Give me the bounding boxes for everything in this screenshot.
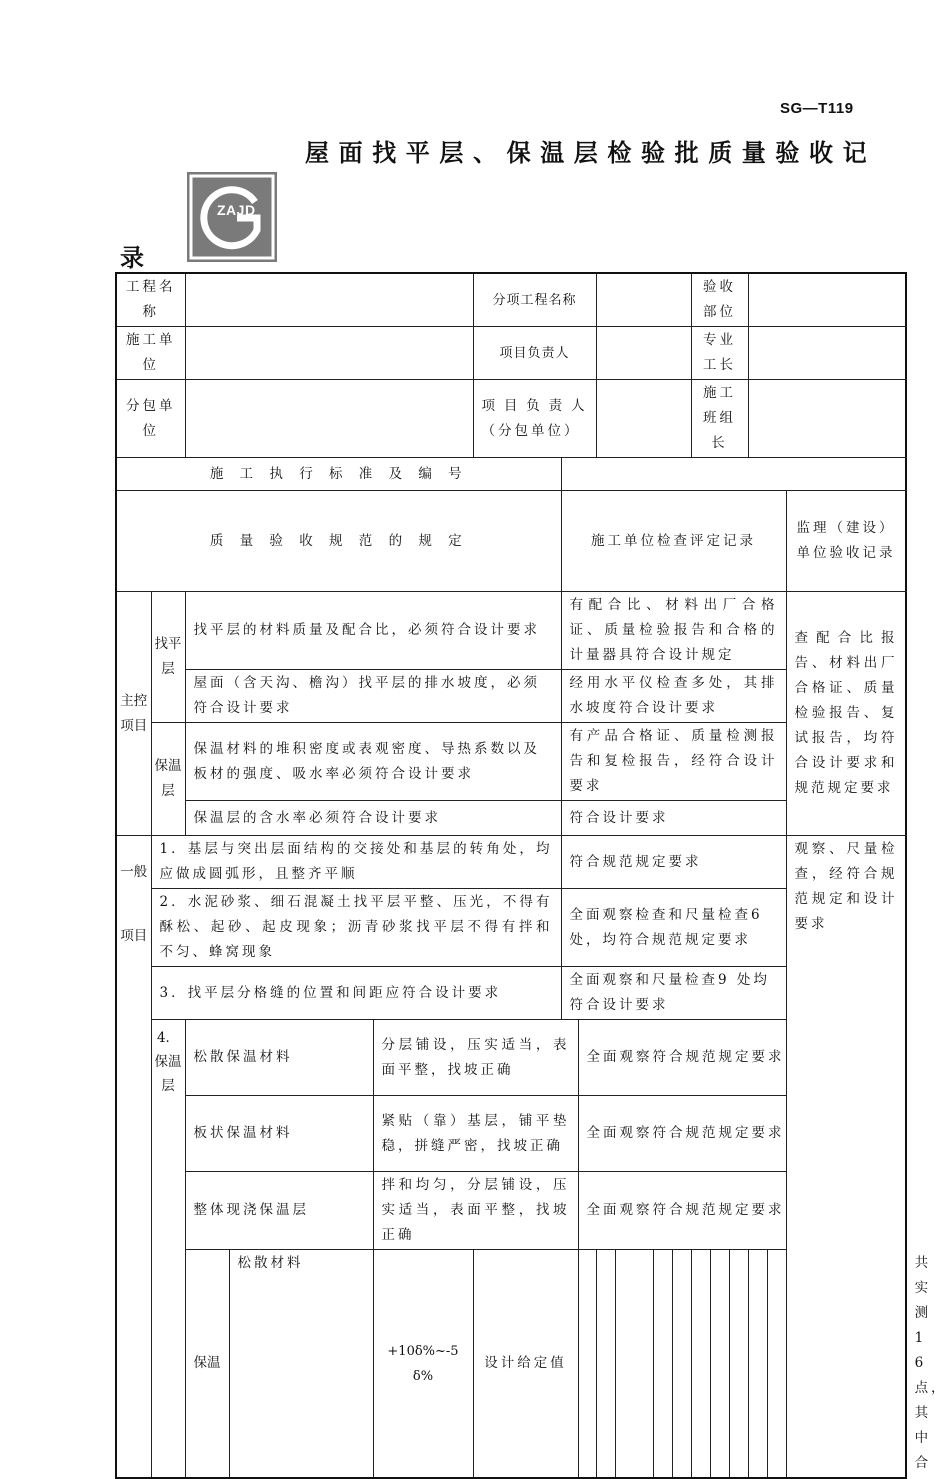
general-item-spec: 2．水泥砂浆、细石混凝土找平层平整、压光，不得有酥松、起砂、起皮现象；沥青砂浆找平层不得有拌和不匀、蜂窝现象 (151, 889, 561, 967)
general-item-record: 全面观察检查和尺量检查6处，均符合规范规定要求 (561, 889, 786, 967)
general-items-label: 一般项目 (116, 836, 151, 1479)
general-item-spec: 3．找平层分格缝的位置和间距应符合设计要求 (151, 967, 561, 1020)
main-item-record: 经用水平仪检查多处，其排水坡度符合设计要求 (561, 670, 786, 723)
measurement-cell[interactable] (710, 1250, 729, 1479)
standard-label: 施 工 执 行 标 准 及 编 号 (116, 458, 561, 491)
design-value-label: 设计给定值 (473, 1250, 578, 1479)
measurement-cell[interactable] (596, 1250, 615, 1479)
construction-unit-label: 施工单位 (116, 327, 185, 380)
insulation-type: 整体现浇保温层 (185, 1172, 373, 1250)
general-supervision: 观察、尺量检查，经符合规范规定和设计要求 (786, 836, 906, 1479)
insulation-layer-label: 保温层 (151, 723, 185, 836)
measurement-cell[interactable] (653, 1250, 672, 1479)
main-item-spec: 保温层的含水率必须符合设计要求 (185, 801, 561, 836)
foreman-label: 专业工长 (691, 327, 748, 380)
acceptance-part-label: 验收部位 (691, 273, 748, 327)
page-title: 屋面找平层、保温层检验批质量验收记 (305, 139, 877, 167)
measurement-cell[interactable] (578, 1250, 596, 1479)
project-name-label: 工程名称 (116, 273, 185, 327)
logo-text: ZAJD (217, 202, 256, 218)
measurement-cell[interactable] (615, 1250, 653, 1479)
subproject-name-label: 分项工程名称 (473, 273, 596, 327)
leveling-layer-label: 找平层 (151, 592, 185, 723)
main-items-label: 主控项目 (116, 592, 151, 836)
acceptance-part-field[interactable] (748, 273, 906, 327)
general-item-record: 全面观察和尺量检查9 处均符合设计要求 (561, 967, 786, 1020)
measurement-cell[interactable] (748, 1250, 767, 1479)
measurement-cell[interactable] (767, 1250, 786, 1479)
main-item-spec: 保温材料的堆积密度或表观密度、导热系数以及板材的强度、吸水率必须符合设计要求 (185, 723, 561, 801)
project-name-field[interactable] (185, 273, 473, 327)
team-leader-label: 施工班组长 (691, 380, 748, 458)
subproject-name-field[interactable] (596, 273, 691, 327)
main-item-spec: 屋面（含天沟、檐沟）找平层的排水坡度，必须符合设计要求 (185, 670, 561, 723)
supervision-header: 监理（建设）单位验收记录 (786, 491, 906, 592)
standard-field[interactable] (561, 458, 906, 491)
subcontractor-label: 分包单位 (116, 380, 185, 458)
insulation-requirement: 分层铺设，压实适当，表面平整，找坡正确 (373, 1020, 578, 1096)
measurement-cell[interactable] (691, 1250, 710, 1479)
insulation-requirement: 拌和均匀，分层铺设，压实适当，表面平整，找坡正确 (373, 1172, 578, 1250)
measurement-cell[interactable] (672, 1250, 691, 1479)
insulation-record: 全面观察符合规范规定要求 (578, 1096, 906, 1172)
team-leader-field[interactable] (748, 380, 906, 458)
project-manager-label: 项目负责人 (473, 327, 596, 380)
construction-unit-field[interactable] (185, 327, 473, 380)
zajd-logo (187, 172, 277, 262)
main-item-spec: 找平层的材料质量及配合比，必须符合设计要求 (185, 592, 561, 670)
main-item-record: 符合设计要求 (561, 801, 786, 836)
sub-manager-field[interactable] (596, 380, 691, 458)
thickness-material: 松散材料 (229, 1250, 373, 1479)
spec-header: 质 量 验 收 规 范 的 规 定 (116, 491, 561, 592)
general-item-spec: 1．基层与突出层面结构的交接处和基层的转角处，均应做成圆弧形，且整齐平顺 (151, 836, 561, 889)
insulation-type: 板状保温材料 (185, 1096, 373, 1172)
sub-manager-label: 项目负责人（分包单位） (473, 380, 596, 458)
main-supervision: 查配合比报告、材料出厂合格证、质量检验报告、复试报告，均符合设计要求和规范规定要求 (786, 592, 906, 836)
thickness-tolerance: +10δ%~-5δ% (373, 1250, 473, 1479)
foreman-field[interactable] (748, 327, 906, 380)
main-item-record: 有配合比、材料出厂合格证、质量检验报告和合格的计量器具符合设计规定 (561, 592, 786, 670)
main-item-record: 有产品合格证、质量检测报告和复检报告，经符合设计要求 (561, 723, 786, 801)
insulation-record: 全面观察符合规范规定要求 (578, 1020, 906, 1096)
general-item-record: 符合规范规定要求 (561, 836, 786, 889)
record-header: 施工单位检查评定记录 (561, 491, 786, 592)
thickness-label: 保温 (185, 1250, 229, 1479)
general-insulation-label: 4．保温层 (151, 1020, 185, 1479)
insulation-record: 全面观察符合规范规定要求 (578, 1172, 906, 1250)
insulation-requirement: 紧贴（靠）基层，铺平垫稳，拼缝严密，找坡正确 (373, 1096, 578, 1172)
subcontractor-field[interactable] (185, 380, 473, 458)
project-manager-field[interactable] (596, 327, 691, 380)
page-title-tail: 录 (120, 244, 144, 272)
measurement-cell[interactable] (729, 1250, 748, 1479)
inspection-table: 工程名称 分项工程名称 验收部位 施工单位 项目负责人 专业工长 分包单位 项目负责人（分包单位） 施工班组长 施 工 执 行 标 准 及 编 号 质 量 验 收 规 范 的 规 定 施工单位检查评定记录 监理（建设）单位验收记录 主控项目 找平层 找平层的材料质量及配合比，必须符合设计要求 有配合比、材料出厂合格证、质量检验报告和合格的计量器具符合设计规定 查配合比报告、材料出厂合格证、质量检验报告、复试报告，均符合设计要求和规范规定要求 屋面（含天沟、檐沟）找平层的排水坡度，必须符合设计要求 经用水平仪检查多处，其排水坡度符合设计要求 保温层 保温材料的堆积密度或表观密度、导热系数以及板材的强度、吸水率必须符合设计要求 有产品合格证、质量检测报告和复检报告，经符合设计要求 保温层的含水率必须符合设计要求 符合设计要求 一般项目 1．基层与突出层面结构的交接处和基层的转角处，均应做成圆弧形，且整齐平顺 符合规范规定要求 观察、尺量检查，经符合规范规定和设计要求 2．水泥砂浆、细石混凝土找平层平整、压光，不得有酥松、起砂、起皮现象；沥青砂浆找平层不得有拌和不匀、蜂窝现象 全面观察检查和尺量检查6处，均符合规范规定要求 3．找平层分格缝的位置和间距应符合设计要求 全面观察和尺量检查9 处均符合设计要求 4．保温层 松散保温材料 分层铺设，压实适当，表面平整，找坡正确 全面观察符合规范规定要求 板状保温材料 紧贴（靠）基层，铺平垫稳，拼缝严密，找坡正确 全面观察符合规范规定要求 整体现浇保温层 拌和均匀，分层铺设，压实适当，表面平整，找坡正确 全面观察符合规范规定要求 保温 松散材料 +10δ%~-5δ% 设计给定值 共实测16点，其中合 (115, 272, 907, 1479)
form-code: SG—T119 (780, 100, 854, 117)
insulation-type: 松散保温材料 (185, 1020, 373, 1096)
